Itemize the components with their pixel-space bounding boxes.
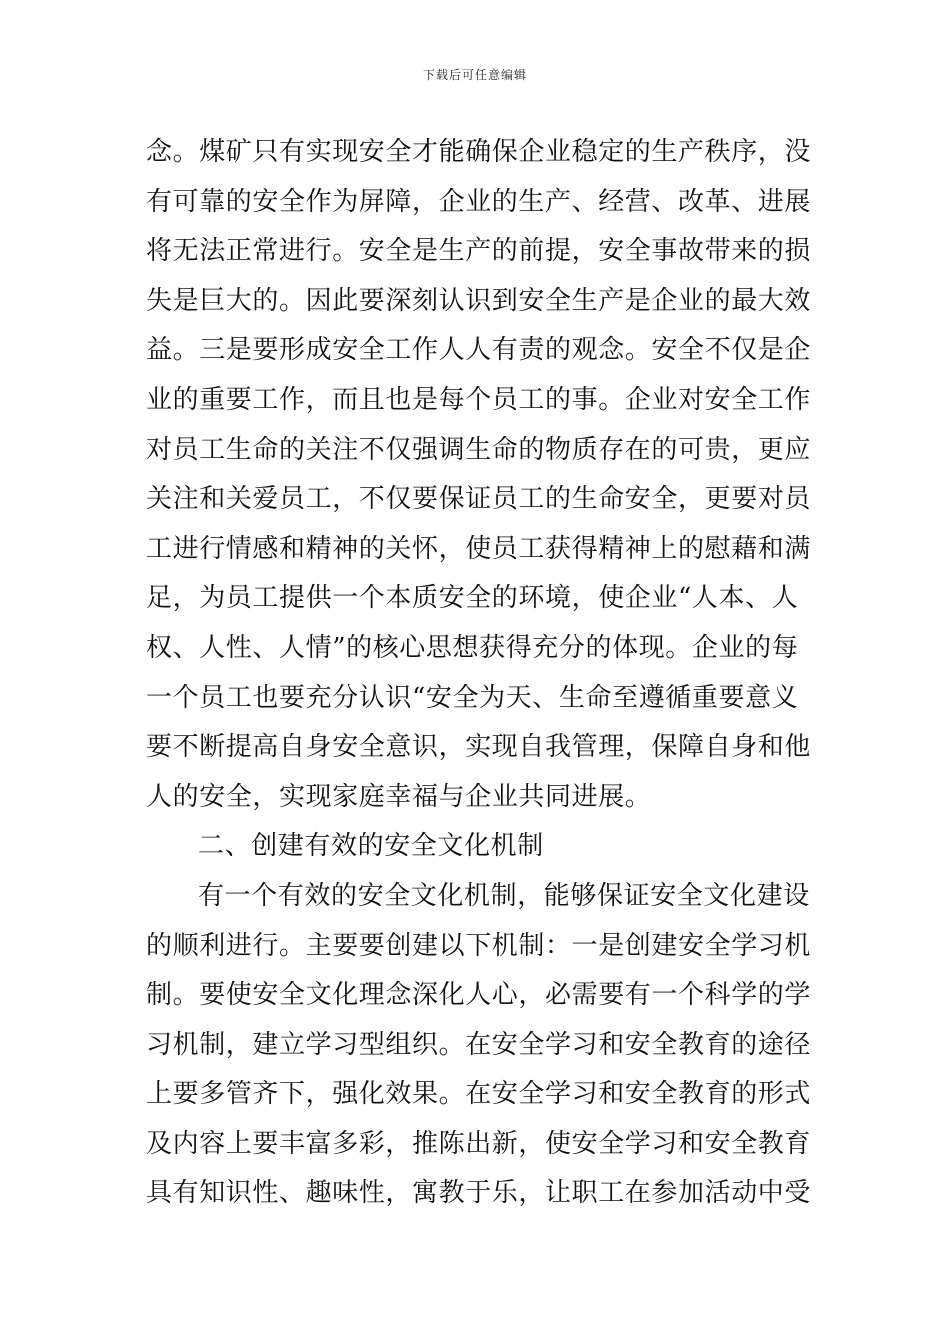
text-line: 及内容上要丰富多彩，推陈出新，使安全学习和安全教育 — [146, 1128, 812, 1159]
text-line: 业的重要工作，而且也是每个员工的事。企业对安全工作 — [146, 384, 812, 415]
text-line: 习机制，建立学习型组织。在安全学习和安全教育的途径 — [146, 1029, 812, 1060]
text-line: 将无法正常进行。安全是生产的前提，安全事故带来的损 — [146, 236, 812, 267]
text-line: 工进行情感和精神的关怀，使员工获得精神上的慰藉和满 — [146, 533, 812, 564]
text-line: 有一个有效的安全文化机制，能够保证安全文化建设 — [198, 880, 810, 911]
section-heading: 二、创建有效的安全文化机制 — [198, 831, 544, 862]
text-line: 有可靠的安全作为屏障，企业的生产、经营、改革、进展 — [146, 186, 812, 217]
text-line: 一个员工也要充分认识“安全为天、生命至遵循重要意义 — [146, 682, 799, 713]
text-line: 关注和关爱员工，不仅要保证员工的生命安全，更要对员 — [146, 484, 812, 515]
document-body — [146, 128, 812, 1219]
text-line: 念。煤矿只有实现安全才能确保企业稳定的生产秩序，没 — [146, 137, 812, 167]
text-line: 人的安全，实现家庭幸福与企业共同进展。 — [146, 781, 652, 812]
text-line: 权、人性、人情”的核心思想获得充分的体现。企业的每 — [146, 632, 799, 663]
text-line: 益。三是要形成安全工作人人有责的观念。安全不仅是企 — [146, 335, 812, 366]
text-line: 上要多管齐下，强化效果。在安全学习和安全教育的形式 — [146, 1079, 812, 1110]
text-line: 要不断提高自身安全意识，实现自我管理，保障自身和他 — [146, 732, 812, 763]
text-line: 的顺利进行。主要要创建以下机制：一是创建安全学习机 — [146, 930, 812, 961]
text-line: 制。要使安全文化理念深化人心，必需要有一个科学的学 — [146, 980, 812, 1011]
text-line: 对员工生命的关注不仅强调生命的物质存在的可贵，更应 — [146, 434, 812, 465]
text-line: 具有知识性、趣味性，寓教于乐，让职工在参加活动中受 — [146, 1178, 812, 1209]
text-line: 足，为员工提供一个本质安全的环境，使企业“人本、人 — [146, 583, 799, 614]
text-line: 失是巨大的。因此要深刻认识到安全生产是企业的最大效 — [146, 285, 812, 316]
header-note: 下载后可任意编辑 — [422, 68, 527, 82]
